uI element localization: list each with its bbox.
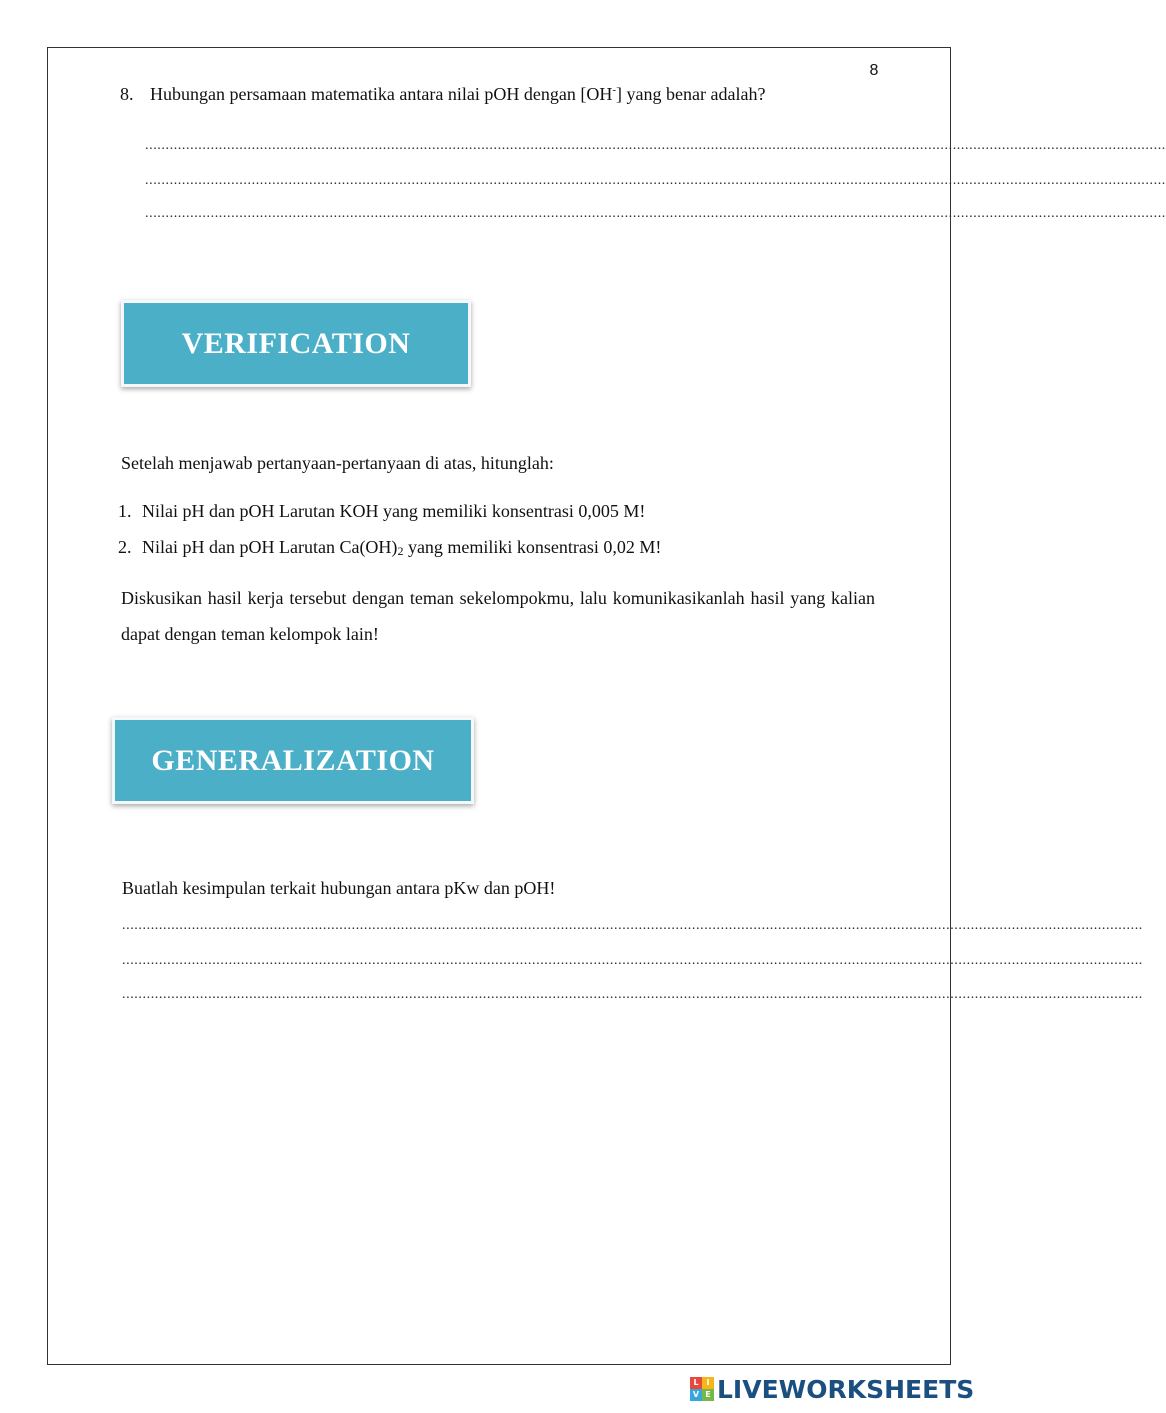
question-8-superscript: -: [612, 84, 617, 96]
verification-intro: Setelah menjawab pertanyaan-pertanyaan di atas, hitunglah:: [121, 453, 554, 473]
question-8-text-after: ] yang benar adalah?: [616, 84, 766, 104]
page-number: 8: [869, 62, 879, 79]
verification-item-2-subscript: 2: [397, 544, 404, 558]
verification-banner: VERIFICATION: [121, 300, 471, 387]
liveworksheets-logo[interactable]: [690, 1374, 974, 1404]
logo-icon-letter-e: E: [702, 1389, 714, 1401]
question-8: [120, 84, 765, 105]
logo-icon-letter-l: L: [690, 1377, 702, 1389]
page-frame: [47, 47, 1166, 1365]
question-8-number: 8.: [120, 84, 134, 104]
verification-item-1-number: 1.: [118, 501, 132, 521]
answer-line-gen-3[interactable]: .........................................................................................................................................................................................................................................................: [122, 987, 1143, 1002]
liveworksheets-logo-text: LIVEWORKSHEETS: [717, 1374, 975, 1404]
generalization-banner: GENERALIZATION: [112, 717, 474, 804]
question-8-text-before: Hubungan persamaan matematika antara nilai pOH dengan [OH: [150, 84, 613, 104]
verification-item-2: [118, 537, 661, 558]
answer-line-q8-3[interactable]: .........................................................................................................................................................................................................................................................: [145, 206, 1166, 221]
logo-icon-letter-v: V: [690, 1389, 702, 1401]
liveworksheets-logo-icon: [690, 1377, 714, 1401]
verification-item-2-number: 2.: [118, 537, 132, 557]
logo-icon-letter-i: I: [702, 1377, 714, 1389]
answer-line-q8-1[interactable]: .........................................................................................................................................................................................................................................................: [145, 138, 1166, 153]
verification-discussion: Diskusikan hasil kerja tersebut dengan teman sekelompokmu, lalu komunikasikanlah hasil yang kalian dapat dengan teman kelompok lain!: [121, 588, 875, 644]
answer-line-q8-2[interactable]: .........................................................................................................................................................................................................................................................: [145, 173, 1166, 188]
answer-line-gen-2[interactable]: .........................................................................................................................................................................................................................................................: [122, 953, 1143, 968]
verification-item-1: [118, 501, 645, 522]
verification-item-2-text-before: Nilai pH dan pOH Larutan Ca(OH): [142, 537, 398, 557]
verification-item-2-text-after: yang memiliki konsentrasi 0,02 M!: [403, 537, 662, 557]
verification-item-1-text: Nilai pH dan pOH Larutan KOH yang memiliki konsentrasi 0,005 M!: [142, 501, 646, 521]
answer-line-gen-1[interactable]: .........................................................................................................................................................................................................................................................: [122, 918, 1143, 933]
generalization-prompt: Buatlah kesimpulan terkait hubungan antara pKw dan pOH!: [122, 878, 556, 898]
